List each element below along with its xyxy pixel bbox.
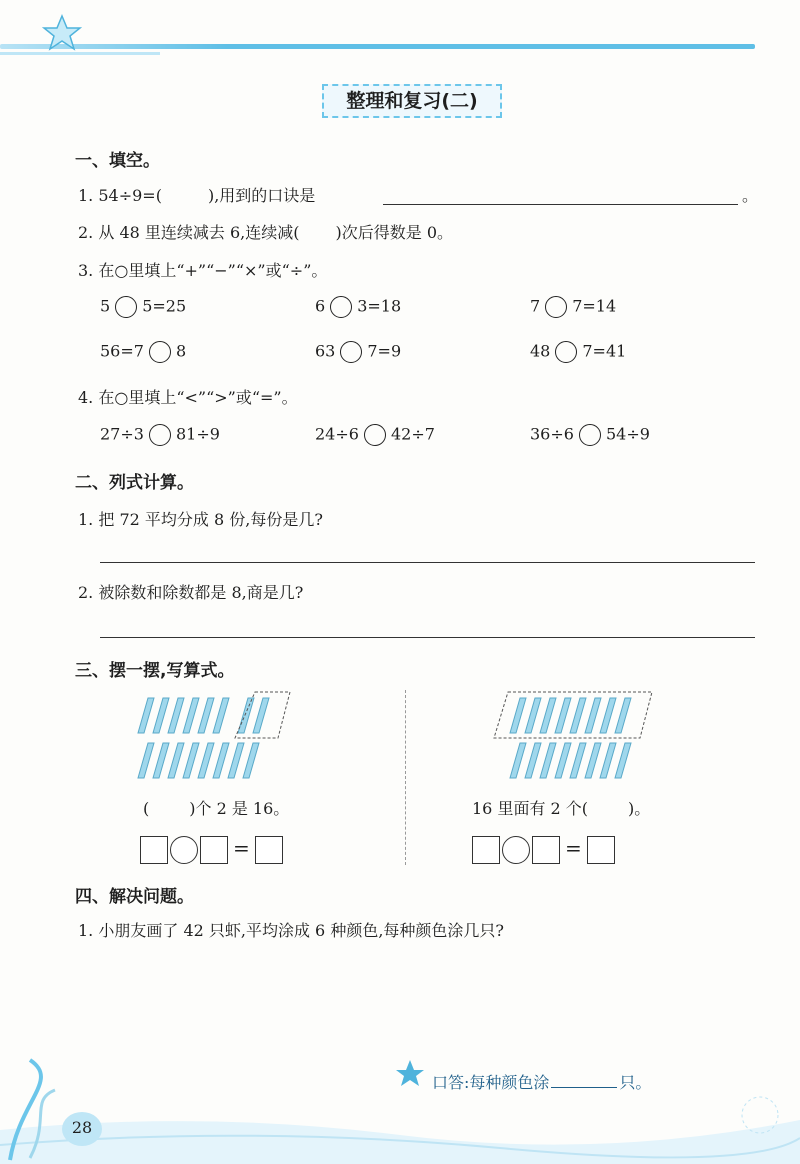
q1-4-item: 24÷6 42÷7 [315, 424, 435, 446]
stick [168, 743, 184, 778]
answer-circle[interactable] [330, 296, 352, 318]
header-bar [0, 44, 755, 49]
section1-heading: 一、填空。 [75, 151, 160, 171]
stick [243, 743, 259, 778]
stick [228, 743, 244, 778]
section4-heading: 四、解决问题。 [75, 887, 194, 907]
stick [238, 698, 254, 733]
q1-2-suffix: )次后得数是 0。 [335, 223, 453, 242]
answer-box[interactable] [255, 836, 283, 864]
stick [253, 698, 269, 733]
stick [585, 743, 601, 778]
stick [213, 743, 229, 778]
q2-2-answer-line[interactable] [100, 637, 755, 638]
stick [600, 743, 616, 778]
q1-3-item: 63 7=9 [315, 341, 401, 363]
footer-decoration [0, 1040, 800, 1164]
q1-3-text: 3. 在○里填上“+”“−”“×”或“÷”。 [78, 261, 328, 280]
q1-1 [78, 183, 315, 206]
q4-1: 1. 小朋友画了 42 只虾,平均涂成 6 种颜色,每种颜色涂几只? [78, 921, 504, 940]
q1-1-answer-line[interactable] [383, 204, 738, 205]
answer-circle[interactable] [555, 341, 577, 363]
sticks-right [490, 688, 665, 788]
left-caption: ( )个 2 是 16。 [143, 799, 290, 818]
stick [615, 743, 631, 778]
header-bar-thin [0, 52, 160, 55]
q1-2-prefix: 2. 从 48 里连续减去 6,连续减( [78, 223, 300, 242]
stick [213, 698, 229, 733]
stick [525, 743, 541, 778]
stick [198, 743, 214, 778]
q1-3-item: 5 5=25 [100, 296, 186, 318]
answer-box[interactable] [587, 836, 615, 864]
stick [555, 743, 571, 778]
answer-box[interactable] [532, 836, 560, 864]
page-number: 28 [71, 1118, 93, 1137]
section3-heading: 三、摆一摆,写算式。 [75, 661, 235, 681]
stick [570, 698, 586, 733]
stick [540, 743, 556, 778]
answer-prefix: 口答:每种颜色涂 [432, 1073, 550, 1092]
q1-2 [78, 220, 453, 243]
stick [153, 698, 169, 733]
answer-circle[interactable] [149, 341, 171, 363]
q1-1-prefix: 1. 54÷9=( [78, 186, 162, 205]
q1-4-item: 27÷3 81÷9 [100, 424, 220, 446]
q2-1: 1. 把 72 平均分成 8 份,每份是几? [78, 510, 323, 529]
equals-sign: = [565, 836, 582, 860]
stick [585, 698, 601, 733]
answer-circle[interactable] [149, 424, 171, 446]
stick [570, 743, 586, 778]
answer-box[interactable] [140, 836, 168, 864]
stick [510, 743, 526, 778]
stick [555, 698, 571, 733]
divider [405, 690, 406, 865]
q1-1-suffix: ),用到的口诀是 [207, 186, 316, 205]
q1-4-item: 36÷6 54÷9 [530, 424, 650, 446]
q1-3-item: 7 7=14 [530, 296, 616, 318]
q1-3-item: 56=7 8 [100, 341, 186, 363]
answer-box[interactable] [200, 836, 228, 864]
answer-circle[interactable] [579, 424, 601, 446]
q2-1-answer-line[interactable] [100, 562, 755, 563]
right-caption: 16 里面有 2 个( )。 [472, 799, 651, 818]
answer-circle[interactable] [115, 296, 137, 318]
answer-suffix: 只。 [619, 1073, 652, 1092]
stick [525, 698, 541, 733]
page-title: 整理和复习(二) [346, 90, 478, 112]
stick [153, 743, 169, 778]
star-icon [40, 14, 84, 52]
q1-1-end: 。 [742, 186, 759, 205]
sticks-left [130, 688, 300, 788]
operator-circle[interactable] [170, 836, 198, 864]
stick [615, 698, 631, 733]
section2-heading: 二、列式计算。 [75, 473, 194, 493]
stick [198, 698, 214, 733]
stick [600, 698, 616, 733]
operator-circle[interactable] [502, 836, 530, 864]
stick [540, 698, 556, 733]
stick [168, 698, 184, 733]
q1-3-item: 6 3=18 [315, 296, 401, 318]
answer-circle[interactable] [545, 296, 567, 318]
stick [183, 743, 199, 778]
answer-circle[interactable] [364, 424, 386, 446]
stick [138, 743, 154, 778]
q2-2: 2. 被除数和除数都是 8,商是几? [78, 583, 304, 602]
stick [510, 698, 526, 733]
answer-circle[interactable] [340, 341, 362, 363]
stick [183, 698, 199, 733]
equals-sign: = [233, 836, 250, 860]
stick [138, 698, 154, 733]
q1-4-text: 4. 在○里填上“<”“>”或“=”。 [78, 388, 298, 407]
answer-box[interactable] [472, 836, 500, 864]
q1-3-item: 48 7=41 [530, 341, 626, 363]
